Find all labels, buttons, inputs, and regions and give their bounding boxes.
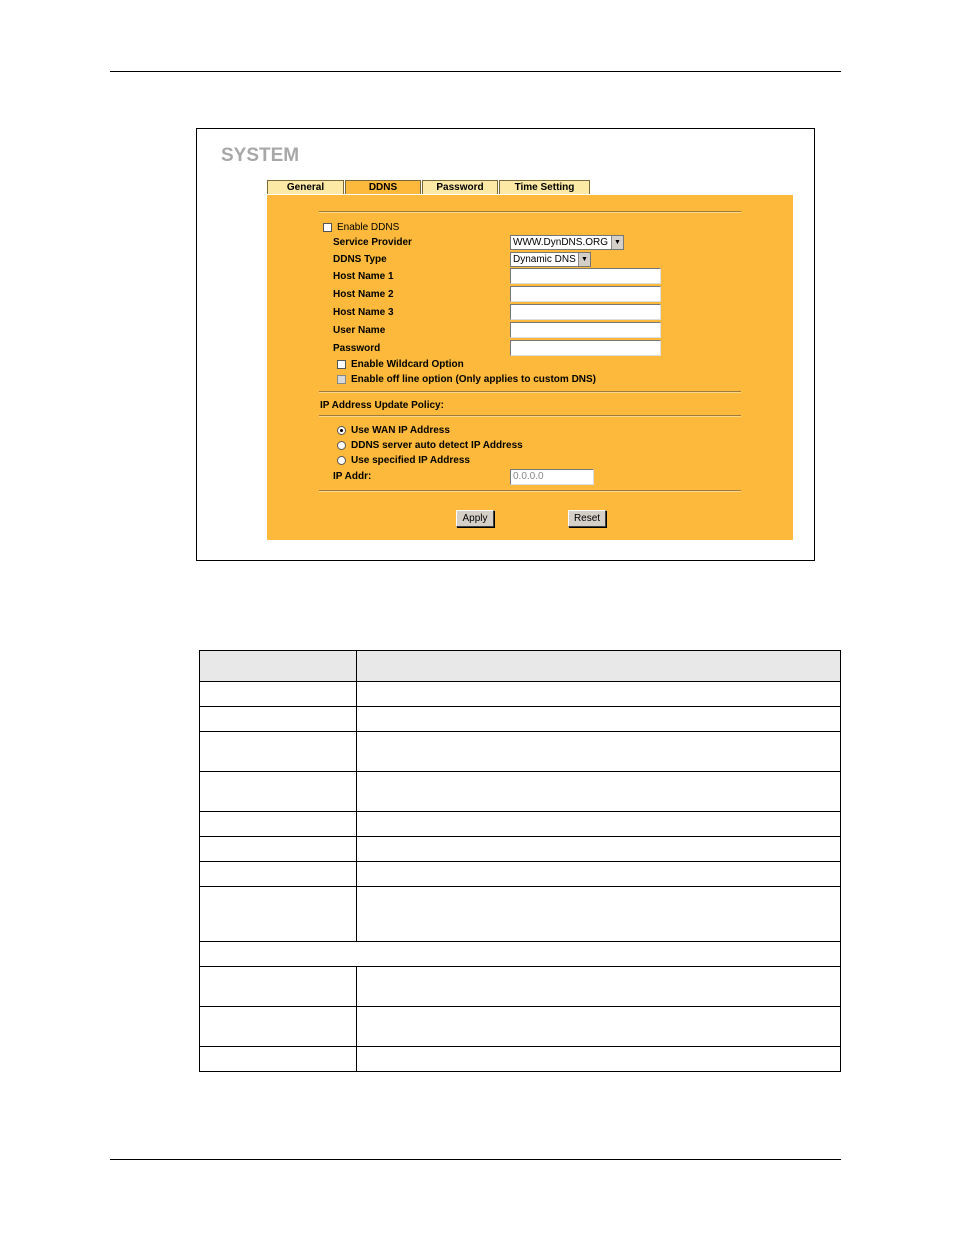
tab-password[interactable]: Password: [422, 180, 498, 194]
table-cell: [200, 862, 357, 887]
table-cell: [200, 772, 357, 812]
user-name-label: User Name: [333, 325, 386, 336]
footer-rule: [110, 1159, 841, 1160]
table-cell: [357, 862, 841, 887]
ip-addr-input[interactable]: 0.0.0.0: [510, 469, 594, 485]
host-name-3-input[interactable]: [510, 304, 661, 320]
offline-label: Enable off line option (Only applies to custom DNS): [351, 374, 597, 385]
table-cell: [200, 812, 357, 837]
service-provider-label: Service Provider: [333, 237, 412, 248]
reset-button[interactable]: Reset: [568, 510, 606, 527]
table-cell: [200, 1007, 357, 1047]
enable-ddns-label: Enable DDNS: [337, 222, 400, 233]
table-cell: [357, 887, 841, 942]
host-name-1-label: Host Name 1: [333, 271, 394, 282]
ip-addr-label: IP Addr:: [333, 471, 372, 482]
wildcard-label: Enable Wildcard Option: [351, 359, 464, 370]
table-cell: [357, 967, 841, 1007]
table-row: [200, 887, 841, 942]
table-cell: [357, 1047, 841, 1072]
host-name-2-label: Host Name 2: [333, 289, 394, 300]
chevron-down-icon: ▼: [611, 236, 623, 249]
table-cell: [357, 707, 841, 732]
divider: [319, 490, 741, 492]
table-cell: [357, 682, 841, 707]
table-cell: [357, 837, 841, 862]
divider: [319, 211, 741, 213]
table-cell: [200, 732, 357, 772]
table-row: [200, 967, 841, 1007]
use-specified-radio[interactable]: [337, 456, 346, 465]
service-provider-select[interactable]: [510, 235, 624, 250]
table-cell: [357, 772, 841, 812]
ip-policy-label: IP Address Update Policy:: [320, 400, 444, 411]
tab-bar: [267, 180, 591, 195]
table-cell: [200, 967, 357, 1007]
enable-ddns-checkbox[interactable]: [323, 223, 332, 232]
table-cell: [200, 942, 841, 967]
table-row: [200, 1047, 841, 1072]
table-cell: [200, 707, 357, 732]
table-row: [200, 1007, 841, 1047]
header-rule: [110, 71, 841, 72]
offline-checkbox[interactable]: [337, 375, 346, 384]
table-cell: [200, 651, 357, 682]
host-name-1-input[interactable]: [510, 268, 661, 284]
password-input[interactable]: [510, 340, 661, 356]
table-row: [200, 732, 841, 772]
table-row: [200, 837, 841, 862]
table-cell: [200, 887, 357, 942]
service-provider-value: WWW.DynDNS.ORG: [513, 237, 608, 248]
table-cell: [200, 837, 357, 862]
table-row: [200, 862, 841, 887]
table-cell: [357, 732, 841, 772]
wildcard-checkbox[interactable]: [337, 360, 346, 369]
use-wan-label: Use WAN IP Address: [351, 425, 450, 436]
system-title: SYSTEM: [221, 145, 300, 166]
ddns-type-label: DDNS Type: [333, 254, 387, 265]
table-header-row: [200, 651, 841, 682]
table-cell: [200, 1047, 357, 1072]
ddns-type-value: Dynamic DNS: [513, 254, 576, 265]
auto-detect-radio[interactable]: [337, 441, 346, 450]
table-cell: [357, 651, 841, 682]
host-name-2-input[interactable]: [510, 286, 661, 302]
table-cell: [357, 1007, 841, 1047]
use-wan-radio[interactable]: [337, 426, 346, 435]
table-row: [200, 812, 841, 837]
table-cell: [200, 682, 357, 707]
screenshot-frame: [196, 128, 815, 561]
tab-time-setting[interactable]: Time Setting: [499, 180, 590, 194]
tab-general[interactable]: General: [267, 180, 344, 194]
apply-button[interactable]: Apply: [456, 510, 494, 527]
table-row: [200, 772, 841, 812]
use-specified-label: Use specified IP Address: [351, 455, 470, 466]
tab-ddns[interactable]: DDNS: [345, 180, 421, 194]
divider: [319, 391, 741, 393]
user-name-input[interactable]: [510, 322, 661, 338]
table-row: [200, 682, 841, 707]
table-row: [200, 707, 841, 732]
auto-detect-label: DDNS server auto detect IP Address: [351, 440, 523, 451]
ddns-type-select[interactable]: [510, 252, 591, 267]
table-cell: [357, 812, 841, 837]
divider: [319, 415, 741, 417]
ddns-panel: [267, 195, 793, 540]
chevron-down-icon: ▼: [578, 253, 590, 266]
host-name-3-label: Host Name 3: [333, 307, 394, 318]
password-label: Password: [333, 343, 381, 354]
table-section-row: [200, 942, 841, 967]
field-description-table: [199, 650, 841, 1072]
